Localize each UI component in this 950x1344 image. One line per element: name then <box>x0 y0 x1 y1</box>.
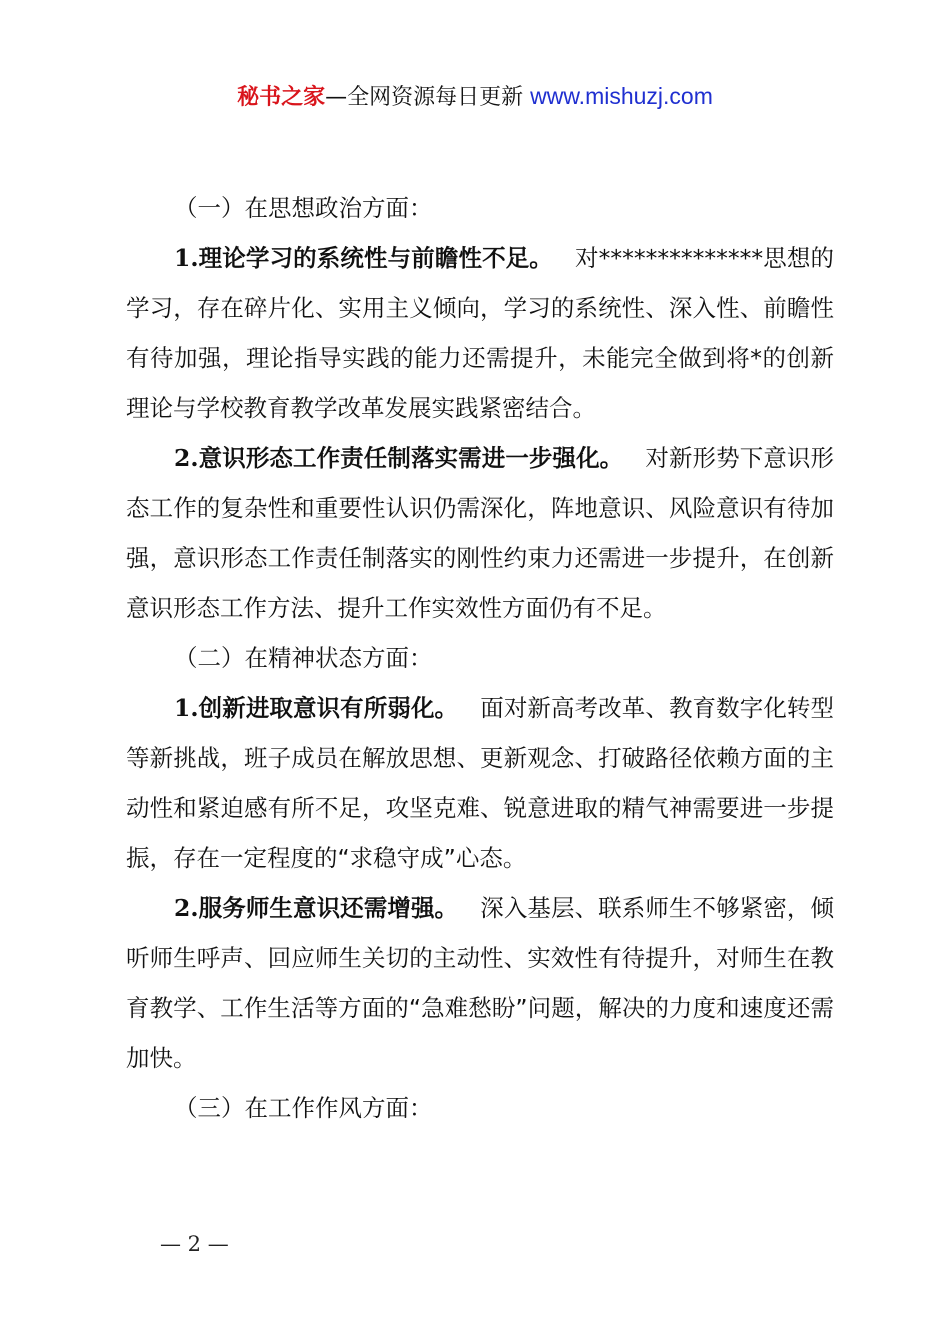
section-heading-3: （三）在工作作风方面： <box>174 1094 433 1122</box>
item-number: 2. <box>174 444 199 472</box>
document-body <box>126 183 834 1133</box>
site-header <box>0 80 950 114</box>
item-number: 1. <box>174 244 199 272</box>
item-text: 深入基层、联系师生不够紧密，倾听师生呼声、回应师生关切的主动性、实效性有待提升，对师生在教育教学、工作生活等方面的“急难愁盼”问题，解决的力度和速度还需加快。 <box>126 894 835 1072</box>
item-heading: 意识形态工作责任制落实需进一步强化。 <box>198 444 624 472</box>
item-heading: 创新进取意识有所弱化。 <box>198 694 459 722</box>
item-number: 2. <box>174 894 199 922</box>
header-tagline: —全网资源每日更新 <box>325 85 524 110</box>
item-heading: 理论学习的系统性与前瞻性不足。 <box>198 244 553 272</box>
section-heading-1: （一）在思想政治方面： <box>174 194 433 222</box>
item-text: 对**************思想的学习，存在碎片化、实用主义倾向，学习的系统性、深入性、前瞻性有待加强，理论指导实践的能力还需提升，未能完全做到将*的创新理论与学校教育教学改革发展实践紧密结合。 <box>126 244 835 422</box>
paragraph-1 <box>126 233 834 433</box>
section-heading-2: （二）在精神状态方面： <box>174 644 433 672</box>
item-number: 1. <box>174 694 199 722</box>
item-text: 面对新高考改革、教育数字化转型等新挑战，班子成员在解放思想、更新观念、打破路径依赖方面的主动性和紧迫感有所不足，攻坚克难、锐意进取的精气神需要进一步提振，存在一定程度的“求稳守成”心态。 <box>126 694 835 872</box>
brand-name: 秘书之家 <box>237 85 326 110</box>
paragraph-2 <box>126 433 834 633</box>
paragraph-4 <box>126 883 834 1083</box>
site-url-link[interactable]: www.mishuzj.com <box>530 83 713 109</box>
item-text: 对新形势下意识形态工作的复杂性和重要性认识仍需深化，阵地意识、风险意识有待加强，意识形态工作责任制落实的刚性约束力还需进一步提升，在创新意识形态工作方法、提升工作实效性方面仍有不足。 <box>126 444 835 622</box>
paragraph-3 <box>126 683 834 883</box>
item-heading: 服务师生意识还需增强。 <box>198 894 459 922</box>
page-number: — 2 — <box>160 1232 229 1256</box>
